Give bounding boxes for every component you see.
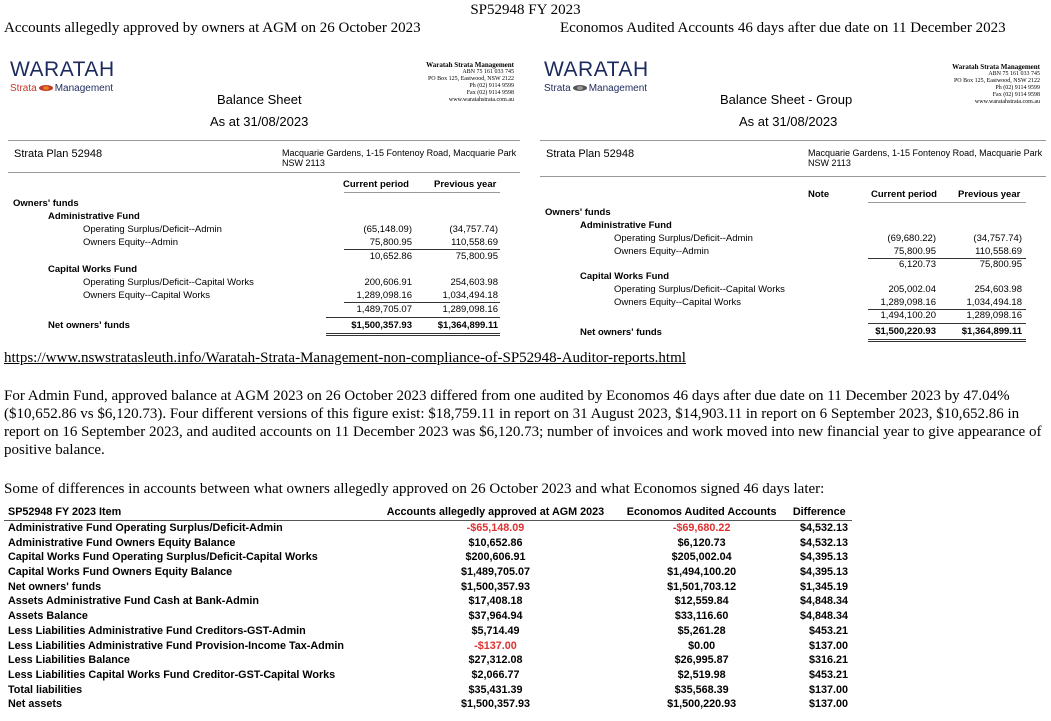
cw-equity-previous: 1,034,494.18 xyxy=(442,290,498,301)
header-difference: Difference xyxy=(787,505,852,520)
capital-works-heading: Capital Works Fund xyxy=(580,271,670,282)
row-approved: $27,312.08 xyxy=(468,654,523,667)
row-approved: $2,066.77 xyxy=(471,668,520,681)
row-approved: $35,431.39 xyxy=(468,683,523,696)
row-audited: $2,519.98 xyxy=(677,668,726,681)
row-item: Total liabilities xyxy=(8,683,83,696)
table-body xyxy=(4,520,852,711)
waratah-flower-icon xyxy=(572,84,588,92)
row-approved: $17,408.18 xyxy=(468,595,523,608)
row-difference: $1,345.19 xyxy=(799,580,848,593)
management-address: Waratah Strata Management ABN 75 161 033 745 PO Box 125, Eastwood, NSW 2122 Ph (02) 9114 9599 Fax (02) 9114 9598 www.waratahstrata.com.au xyxy=(426,61,514,103)
row-audited: $0.00 xyxy=(688,639,716,652)
net-owners-funds-label: Net owners' funds xyxy=(48,320,130,331)
admin-total-current: 6,120.73 xyxy=(899,259,936,270)
table-row xyxy=(4,668,852,683)
admin-equity-label: Owners Equity--Admin xyxy=(83,237,179,248)
sheet-title: Balance Sheet - Group xyxy=(720,92,853,107)
capital-works-heading: Capital Works Fund xyxy=(48,264,138,275)
rule xyxy=(326,333,500,336)
waratah-logo: WARATAH xyxy=(544,58,649,81)
admin-fund-heading: Administrative Fund xyxy=(580,220,672,231)
cw-equity-current: 1,289,098.16 xyxy=(880,297,936,308)
table-row xyxy=(4,565,852,580)
rule xyxy=(540,140,1046,141)
cw-surplus-previous: 254,603.98 xyxy=(450,277,498,288)
table-row xyxy=(4,594,852,609)
row-approved: -$65,148.09 xyxy=(466,522,525,535)
cw-surplus-label: Operating Surplus/Deficit--Capital Works xyxy=(614,284,785,295)
row-approved: $1,500,357.93 xyxy=(460,698,530,711)
admin-surplus-label: Operating Surplus/Deficit--Admin xyxy=(614,233,753,244)
summary-paragraph: For Admin Fund, approved balance at AGM 2023 on 26 October 2023 differed from one audited by Economos 46 days after due date on 11 December 2023 by 47.04% ($10,652.86 vs $6,120.73). Four different versions of this figure exist: $18,759.11 in report on 31 August 2023, $14,903.11 in report on 6 September 2023, $10,652.86 in report on 16 September 2023, and audited accounts on 11 December 2023 was $6,120.73; number of invoices and work moved into new financial year to give appearance of positive balance. xyxy=(4,388,1042,458)
strata-plan: Strata Plan 52948 xyxy=(14,148,103,160)
admin-total-current: 10,652.86 xyxy=(369,251,412,262)
col-previous-year: Previous year xyxy=(958,189,1021,200)
admin-surplus-previous: (34,757.74) xyxy=(449,224,498,235)
table-row xyxy=(4,579,852,594)
row-difference: $453.21 xyxy=(808,624,848,637)
row-audited: -$69,680.22 xyxy=(672,522,731,535)
header-approved: Accounts allegedly approved at AGM 2023 xyxy=(374,505,617,520)
net-current: $1,500,220.93 xyxy=(875,326,936,337)
cw-surplus-label: Operating Surplus/Deficit--Capital Works xyxy=(83,277,254,288)
row-audited: $205,002.04 xyxy=(671,551,732,564)
cw-equity-previous: 1,034,494.18 xyxy=(966,297,1022,308)
caption-right: Economos Audited Accounts 46 days after due date on 11 December 2023 xyxy=(560,20,1006,36)
net-owners-funds-label: Net owners' funds xyxy=(580,327,662,338)
row-item: Assets Balance xyxy=(8,610,88,623)
row-item: Capital Works Fund Operating Surplus/Deficit-Capital Works xyxy=(8,551,318,564)
rule xyxy=(344,249,500,250)
admin-surplus-previous: (34,757.74) xyxy=(973,233,1022,244)
row-audited: $26,995.87 xyxy=(674,654,729,667)
strata-plan: Strata Plan 52948 xyxy=(546,148,635,160)
row-difference: $4,848.34 xyxy=(799,595,848,608)
table-row xyxy=(4,682,852,697)
table-lead-text: Some of differences in accounts between what owners allegedly approved on 26 October 2023 and what Economos signed 46 days later: xyxy=(4,481,825,497)
row-difference: $453.21 xyxy=(808,668,848,681)
row-audited: $33,116.60 xyxy=(674,610,729,623)
admin-equity-label: Owners Equity--Admin xyxy=(614,246,710,257)
row-difference: $316.21 xyxy=(808,654,848,667)
row-difference: $4,395.13 xyxy=(799,566,848,579)
property-address: Macquarie Gardens, 1-15 Fontenoy Road, Macquarie Park NSW 2113 xyxy=(282,148,517,168)
admin-equity-current: 75,800.95 xyxy=(893,246,936,257)
table-row xyxy=(4,697,852,712)
admin-total-previous: 75,800.95 xyxy=(979,259,1022,270)
owners-funds-heading: Owners' funds xyxy=(545,207,611,218)
row-audited: $1,500,220.93 xyxy=(667,698,737,711)
owners-funds-heading: Owners' funds xyxy=(13,198,79,209)
net-previous: $1,364,899.11 xyxy=(961,326,1022,337)
sheet-date: As at 31/08/2023 xyxy=(210,114,309,129)
rule xyxy=(868,202,1026,203)
net-previous: $1,364,899.11 xyxy=(437,320,498,331)
logo-subtitle: Strata Management xyxy=(10,83,114,94)
row-item: Assets Administrative Fund Cash at Bank-Admin xyxy=(8,595,259,608)
sheet-title: Balance Sheet xyxy=(217,92,302,107)
col-note: Note xyxy=(808,189,830,200)
cw-equity-label: Owners Equity--Capital Works xyxy=(83,290,211,301)
row-approved: $5,714.49 xyxy=(471,624,520,637)
table-row xyxy=(4,535,852,550)
row-item: Less Liabilities Capital Works Fund Creditor-GST-Capital Works xyxy=(8,668,336,681)
row-difference: $137.00 xyxy=(808,683,848,696)
row-difference: $4,532.13 xyxy=(799,536,848,549)
row-difference: $137.00 xyxy=(808,639,848,652)
rule xyxy=(540,176,1046,177)
cw-total-current: 1,489,705.07 xyxy=(356,304,412,315)
rule xyxy=(8,172,520,173)
row-approved: $1,489,705.07 xyxy=(460,566,530,579)
cw-total-previous: 1,289,098.16 xyxy=(966,310,1022,321)
row-approved: $1,500,357.93 xyxy=(460,580,530,593)
table-row xyxy=(4,638,852,653)
admin-equity-previous: 110,558.69 xyxy=(451,237,498,248)
table-row xyxy=(4,520,852,535)
header-audited: Economos Audited Accounts xyxy=(617,505,787,520)
caption-left: Accounts allegedly approved by owners at AGM on 26 October 2023 xyxy=(4,20,421,36)
row-item: Net assets xyxy=(8,698,63,711)
header-item: SP52948 FY 2023 Item xyxy=(4,505,374,520)
row-audited: $35,568.39 xyxy=(674,683,729,696)
admin-equity-current: 75,800.95 xyxy=(369,237,412,248)
admin-equity-previous: 110,558.69 xyxy=(975,246,1022,257)
net-current: $1,500,357.93 xyxy=(351,320,412,331)
table-row xyxy=(4,624,852,639)
cw-equity-label: Owners Equity--Capital Works xyxy=(614,297,742,308)
row-item: Administrative Fund Operating Surplus/Deficit-Admin xyxy=(8,522,283,535)
row-audited: $12,559.84 xyxy=(674,595,729,608)
waratah-flower-icon xyxy=(38,84,54,92)
row-item: Capital Works Fund Owners Equity Balance xyxy=(8,566,233,579)
cw-equity-current: 1,289,098.16 xyxy=(356,290,412,301)
cw-total-previous: 1,289,098.16 xyxy=(442,304,498,315)
management-address: Waratah Strata Management ABN 75 161 033 745 PO Box 125, Eastwood, NSW 2122 Ph (02) 9114 9599 Fax (02) 9114 9598 www.waratahstrata.com.au xyxy=(952,63,1040,105)
row-approved: $200,606.91 xyxy=(465,551,526,564)
row-audited: $1,501,703.12 xyxy=(667,580,737,593)
admin-surplus-current: (65,148.09) xyxy=(363,224,412,235)
row-approved: $37,964.94 xyxy=(468,610,523,623)
balance-sheet-left xyxy=(4,52,522,340)
sheet-date: As at 31/08/2023 xyxy=(739,114,838,129)
table-row xyxy=(4,550,852,565)
row-audited: $5,261.28 xyxy=(677,624,726,637)
row-difference: $137.00 xyxy=(808,698,848,711)
table-row xyxy=(4,653,852,668)
rule xyxy=(868,323,1026,324)
rule xyxy=(868,339,1026,342)
row-difference: $4,532.13 xyxy=(799,522,848,535)
rule xyxy=(326,317,500,318)
row-item: Net owners' funds xyxy=(8,580,102,593)
source-link[interactable]: https://www.nswstratasleuth.info/Waratah-Strata-Management-non-compliance-of-SP52948-Auditor-reports.html xyxy=(4,350,686,366)
rule xyxy=(8,140,520,141)
row-approved: $10,652.86 xyxy=(468,536,523,549)
balance-sheet-right xyxy=(538,52,1048,340)
row-item: Less Liabilities Administrative Fund Provision-Income Tax-Admin xyxy=(8,639,344,652)
cw-surplus-current: 205,002.04 xyxy=(888,284,936,295)
row-difference: $4,848.34 xyxy=(799,610,848,623)
waratah-logo: WARATAH xyxy=(10,58,115,81)
table-row xyxy=(4,609,852,624)
rule xyxy=(344,192,500,193)
row-difference: $4,395.13 xyxy=(799,551,848,564)
cw-surplus-current: 200,606.91 xyxy=(364,277,412,288)
row-item: Less Liabilities Balance xyxy=(8,654,130,667)
row-approved: -$137.00 xyxy=(474,639,517,652)
col-current-period: Current period xyxy=(343,179,409,190)
col-current-period: Current period xyxy=(871,189,937,200)
cw-surplus-previous: 254,603.98 xyxy=(974,284,1022,295)
row-item: Less Liabilities Administrative Fund Creditors-GST-Admin xyxy=(8,624,306,637)
admin-surplus-label: Operating Surplus/Deficit--Admin xyxy=(83,224,222,235)
col-previous-year: Previous year xyxy=(434,179,497,190)
row-item: Administrative Fund Owners Equity Balance xyxy=(8,536,236,549)
admin-total-previous: 75,800.95 xyxy=(455,251,498,262)
cw-total-current: 1,494,100.20 xyxy=(880,310,936,321)
admin-surplus-current: (69,680.22) xyxy=(887,233,936,244)
document-title: SP52948 FY 2023 xyxy=(470,2,581,18)
row-audited: $6,120.73 xyxy=(677,536,726,549)
rule xyxy=(344,302,500,303)
property-address: Macquarie Gardens, 1-15 Fontenoy Road, Macquarie Park NSW 2113 xyxy=(808,148,1043,168)
differences-table xyxy=(4,505,852,712)
row-audited: $1,494,100.20 xyxy=(667,566,737,579)
admin-fund-heading: Administrative Fund xyxy=(48,211,140,222)
logo-subtitle: Strata Management xyxy=(544,83,648,94)
table-header-row xyxy=(4,505,852,520)
